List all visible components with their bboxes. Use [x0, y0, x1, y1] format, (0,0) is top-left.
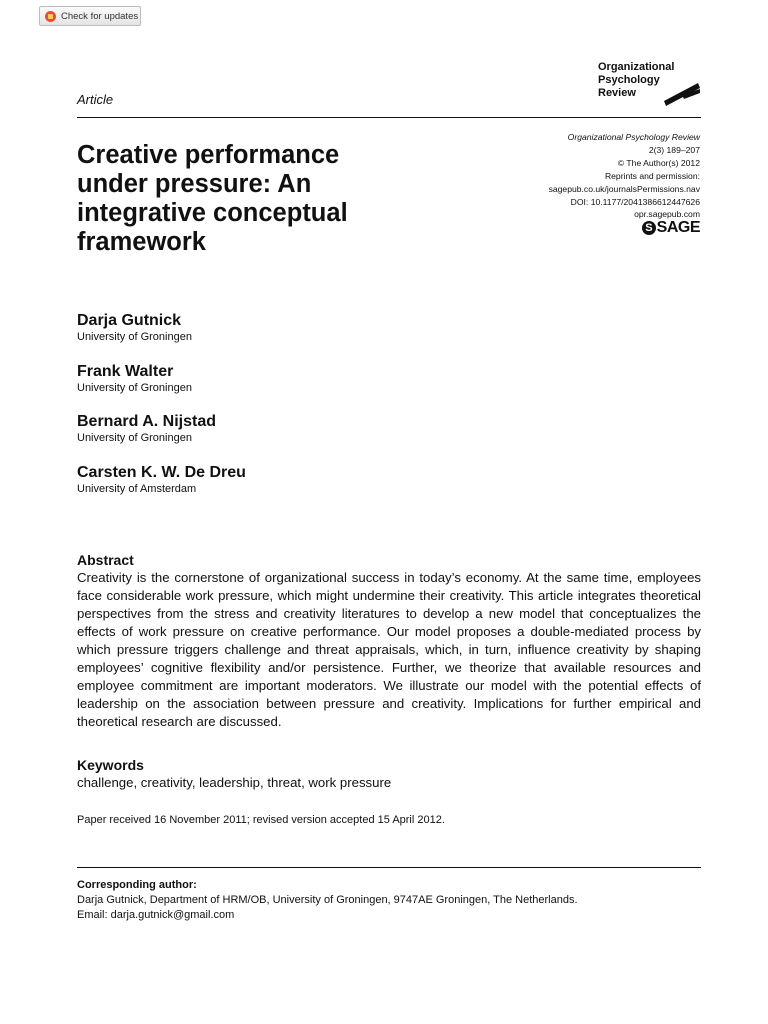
author-block: [77, 413, 216, 445]
header-divider: [77, 117, 701, 118]
footnote-divider: [77, 867, 701, 868]
check-for-updates-button[interactable]: [39, 6, 141, 26]
author-block: [77, 464, 246, 496]
journal-logo-text: Organizational Psychology Review: [598, 61, 675, 99]
author-name: Carsten K. W. De Dreu: [77, 464, 246, 481]
corresponding-address: Darja Gutnick, Department of HRM/OB, University of Groningen, 9747AE Groningen, The Netherlands.: [77, 894, 578, 906]
article-title: Creative performance under pressure: An integrative conceptual framework: [77, 141, 348, 256]
author-affiliation: University of Groningen: [77, 382, 192, 394]
check-for-updates-label: Check for updates: [61, 10, 139, 22]
keywords-heading: Keywords: [77, 757, 144, 773]
author-affiliation: University of Groningen: [77, 331, 192, 343]
author-block: [77, 363, 192, 395]
keywords-section: [77, 757, 701, 792]
keywords-text: challenge, creativity, leadership, threat, work pressure: [77, 775, 392, 790]
publisher-logo-text: SAGE: [656, 219, 700, 236]
journal-logo: [598, 61, 708, 100]
author-affiliation: University of Amsterdam: [77, 483, 197, 495]
author-name: Darja Gutnick: [77, 312, 182, 329]
abstract-heading: Abstract: [77, 552, 134, 568]
reprints-link[interactable]: sagepub.co.uk/journalsPermissions.nav: [548, 183, 700, 194]
article-type: Article: [77, 92, 114, 107]
journal-logo-mark-icon: [658, 79, 702, 109]
corresponding-author: [77, 878, 701, 923]
author-name: Frank Walter: [77, 363, 174, 380]
journal-name: Organizational Psychology Review: [567, 132, 700, 142]
corresponding-heading: Corresponding author:: [77, 879, 197, 891]
publisher-logo: [642, 219, 700, 237]
author-affiliation: University of Groningen: [77, 432, 192, 444]
received-dates: Paper received 16 November 2011; revised version accepted 15 April 2012.: [77, 814, 445, 826]
reprints-label: Reprints and permission:: [604, 170, 700, 181]
crossmark-icon: [45, 11, 56, 22]
author-name: Bernard A. Nijstad: [77, 413, 216, 430]
journal-site-link[interactable]: opr.sagepub.com: [634, 209, 700, 220]
doi[interactable]: DOI: 10.1177/2041386612447626: [570, 196, 700, 207]
copyright: © The Author(s) 2012: [617, 157, 700, 168]
author-block: [77, 312, 192, 344]
sage-s-icon: S: [642, 221, 656, 235]
volume-pages: 2(3) 189–207: [648, 144, 700, 155]
abstract-text: Creativity is the cornerstone of organizational success in today’s economy. At the same time, employees face considerable work pressure, which might undermine their creativity. This article integrates theoretical perspectives from the stress and creativity literatures to develop a new model that conceptualizes the effects of work pressure on creative performance. Our model proposes a double-mediated process by which pressure triggers challenge and threat appraisals, which, in turn, influence creativity by shaping employees’ cognitive flexibility and/or persistence. Further, we theorize that available resources and employee commitment are important moderators. We illustrate our model with the potential effects of leadership on the association between pressure and creativity. Implications for further empirical and theoretical research are discussed.: [77, 570, 701, 729]
publication-metadata: [549, 131, 700, 221]
corresponding-email[interactable]: Email: darja.gutnick@gmail.com: [77, 909, 235, 921]
abstract-section: [77, 552, 701, 731]
